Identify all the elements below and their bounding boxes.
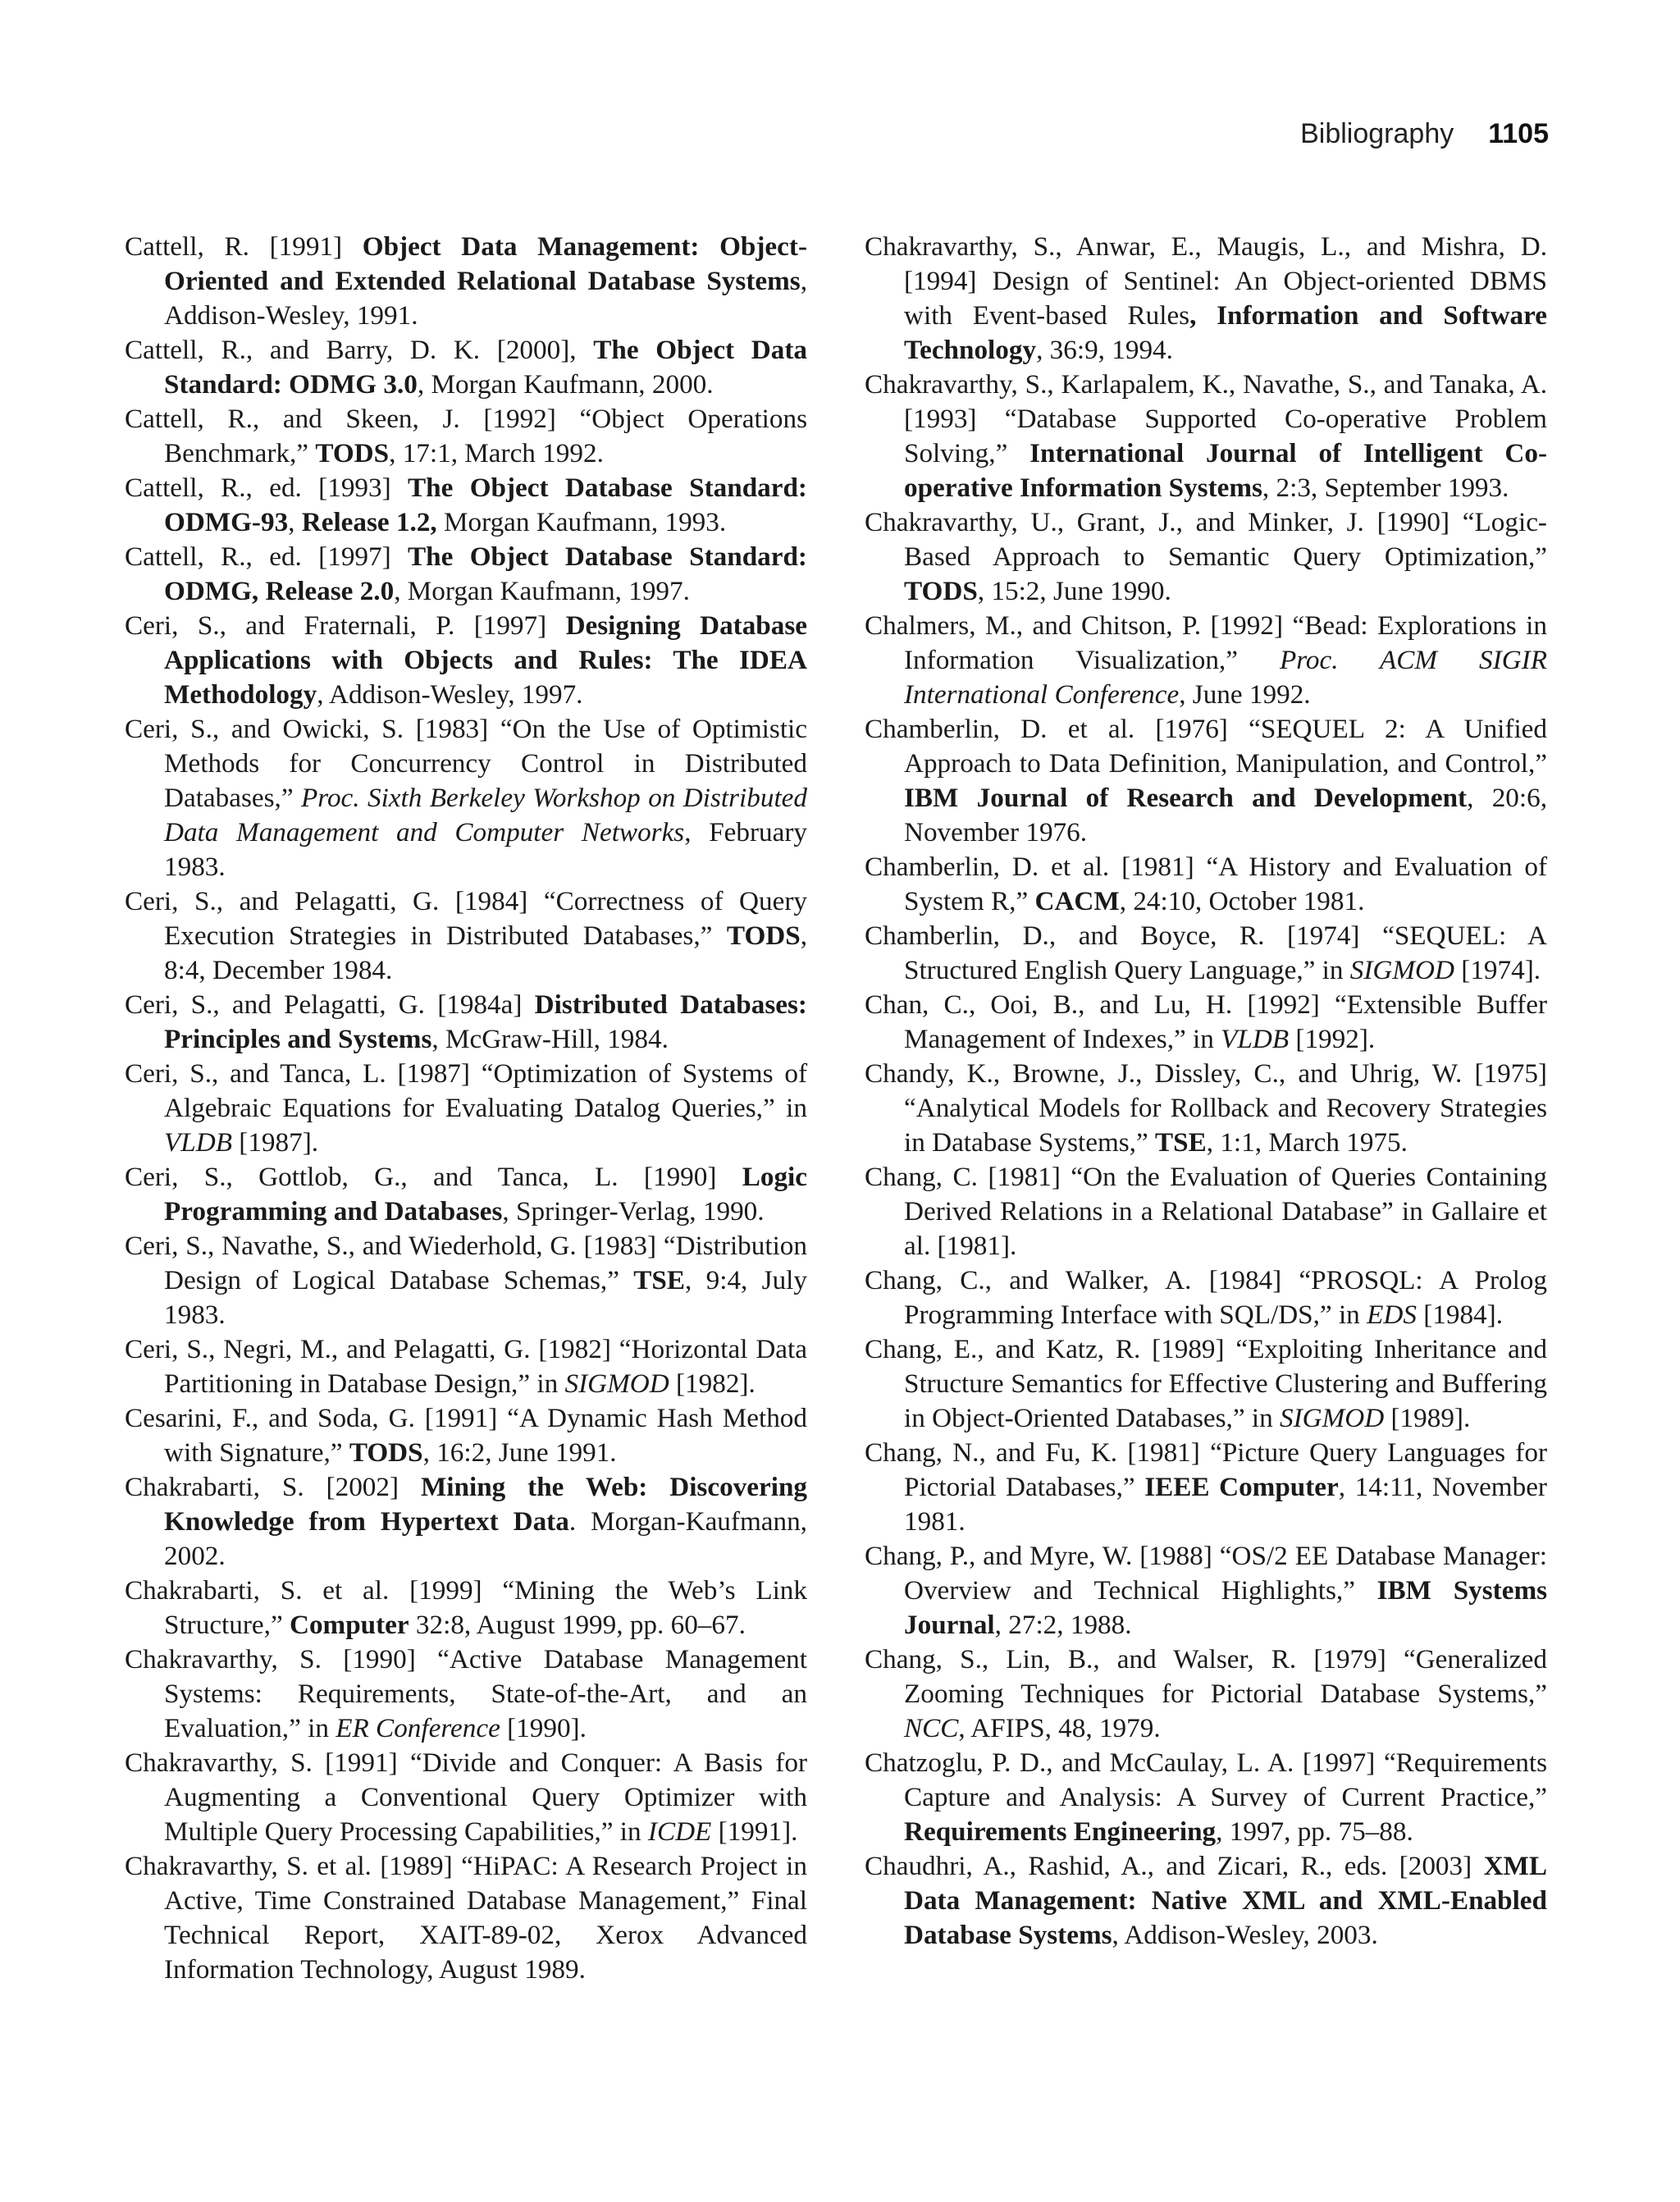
entry-text: Cattell, R., ed. [1993] <box>125 473 409 503</box>
entry-title-bold: TODS <box>349 1437 423 1468</box>
entry-venue-italic: SIGMOD <box>564 1368 669 1399</box>
entry-text: Ceri, S., and Tanca, L. [1987] “Optimization of Systems of Algebraic Equations for Evaluating Datalog Queries,” in <box>125 1058 807 1123</box>
bibliography-entry <box>125 1746 807 1849</box>
entry-text: Chakravarthy, S. et al. [1989] “HiPAC: A Research Project in Active, Time Constrained Database Management,” Final Technical Report, XAIT-89-02, Xerox Advanced Information Technology, August 1989. <box>125 1851 807 1985</box>
entry-venue-italic: ICDE <box>647 1816 712 1847</box>
entry-text: , 9:4, July 1983. <box>164 1265 807 1330</box>
entry-text: [1987]. <box>231 1127 319 1158</box>
entry-text: , 20:6, November 1976. <box>904 783 1547 847</box>
running-head-title: Bibliography <box>1300 118 1454 149</box>
entry-venue-italic: ER Conference <box>336 1713 500 1743</box>
bibliography-entry <box>125 1470 807 1574</box>
bibliography-entry <box>865 230 1547 368</box>
bibliography-entry <box>865 1160 1547 1263</box>
bibliography-entry <box>125 884 807 988</box>
entry-text: [1990]. <box>500 1713 587 1743</box>
entry-text: Chakravarthy, S., Anwar, E., Maugis, L., and Mishra, D. [1994] Design of Sentinel: An Object-oriented DBMS with Event-based Rules <box>865 231 1547 331</box>
bibliography-entry <box>865 1539 1547 1642</box>
entry-text: Chamberlin, D., and Boyce, R. [1974] “SEQUEL: A Structured English Query Language,” in <box>865 921 1547 985</box>
entry-text: , 1997, pp. 75–88. <box>1216 1816 1413 1847</box>
entry-text: Cattell, R., and Barry, D. K. [2000], <box>125 335 594 365</box>
bibliography-entry <box>125 1401 807 1470</box>
bibliography-entry <box>125 1332 807 1401</box>
bibliography-entry <box>865 1057 1547 1160</box>
entry-text: , McGraw-Hill, 1984. <box>431 1024 669 1054</box>
bibliography-entry <box>125 1057 807 1160</box>
entry-text: , Morgan Kaufmann, 1997. <box>394 576 690 606</box>
bibliography-entry <box>125 712 807 884</box>
entry-text: Ceri, S., and Owicki, S. [1983] “On the Use of Optimistic Methods for Concurrency Control in Distributed Databases,” <box>125 714 807 813</box>
bibliography-entry <box>125 402 807 471</box>
entry-text: Chakravarthy, S., Karlapalem, K., Navathe, S., and Tanaka, A. [1993] “Database Supported Co-operative Problem Solving,” <box>865 369 1547 468</box>
entry-title-bold: Distributed Databases: Principles and Systems <box>164 989 807 1054</box>
entry-title-bold: Computer <box>289 1610 409 1640</box>
entry-text: Chalmers, M., and Chitson, P. [1992] “Bead: Explorations in Information Visualization,” <box>865 610 1547 675</box>
bibliography-entry <box>125 988 807 1057</box>
bibliography-entry <box>125 540 807 609</box>
entry-text: Ceri, S., and Pelagatti, G. [1984a] <box>125 989 535 1020</box>
entry-title-bold: , Information and Software Technology <box>904 300 1547 365</box>
entry-text: Morgan Kaufmann, 1993. <box>436 507 727 537</box>
entry-title-bold: TSE <box>1155 1127 1207 1158</box>
entry-text: Chang, S., Lin, B., and Walser, R. [1979] “Generalized Zooming Techniques for Pictorial Database Systems,” <box>865 1644 1547 1709</box>
entry-text: Chandy, K., Browne, J., Dissley, C., and Uhrig, W. [1975] “Analytical Models for Rollback and Recovery Strategies in Database Systems,” <box>865 1058 1547 1158</box>
bibliography-entry <box>865 609 1547 712</box>
entry-text: , Addison-Wesley, 2003. <box>1112 1920 1378 1950</box>
entry-venue-italic: SIGMOD <box>1349 955 1454 985</box>
bibliography-entry <box>125 609 807 712</box>
entry-text: , June 1992. <box>1179 679 1311 710</box>
entry-text: Chang, C., and Walker, A. [1984] “PROSQL: A Prolog Programming Interface with SQL/DS,” in <box>865 1265 1547 1330</box>
entry-venue-italic: VLDB <box>1221 1024 1290 1054</box>
entry-text: . Morgan-Kaufmann, 2002. <box>164 1506 807 1571</box>
entry-text: Ceri, S., Navathe, S., and Wiederhold, G. [1983] “Distribution Design of Logical Database Schemas,” <box>125 1231 807 1295</box>
entry-text: Chamberlin, D. et al. [1981] “A History and Evaluation of System R,” <box>865 852 1547 916</box>
bibliography-entry <box>865 1746 1547 1849</box>
entry-text: [1989]. <box>1384 1403 1471 1433</box>
entry-text: Chakrabarti, S. et al. [1999] “Mining the Web’s Link Structure,” <box>125 1575 807 1640</box>
entry-text: , 14:11, November 1981. <box>904 1472 1547 1537</box>
bibliography-entry <box>865 1263 1547 1332</box>
entry-text: Cesarini, F., and Soda, G. [1991] “A Dynamic Hash Method with Signature,” <box>125 1403 807 1468</box>
entry-text: Ceri, S., Negri, M., and Pelagatti, G. [1982] “Horizontal Data Partitioning in Database Design,” in <box>125 1334 807 1399</box>
entry-text: Ceri, S., and Pelagatti, G. [1984] “Correctness of Query Execution Strategies in Distributed Databases,” <box>125 886 807 951</box>
entry-text: [1982]. <box>669 1368 756 1399</box>
entry-title-bold: IBM Journal of Research and Development <box>904 783 1468 813</box>
entry-text: , February 1983. <box>164 817 808 882</box>
entry-text: , 8:4, December 1984. <box>164 921 807 985</box>
entry-text: , Springer-Verlag, 1990. <box>502 1196 765 1227</box>
entry-text: , 36:9, 1994. <box>1036 335 1173 365</box>
entry-text: [1984]. <box>1416 1300 1503 1330</box>
entry-title-bold: Designing Database Applications with Objects and Rules: The IDEA Methodology <box>164 610 808 710</box>
entry-text: Chang, C. [1981] “On the Evaluation of Queries Containing Derived Relations in a Relational Database” in Gallaire et al. [1981]. <box>865 1162 1547 1261</box>
entry-text: Chamberlin, D. et al. [1976] “SEQUEL 2: A Unified Approach to Data Definition, Manipulation, and Control,” <box>865 714 1547 779</box>
entry-text: , Morgan Kaufmann, 2000. <box>417 369 714 400</box>
page-number: 1105 <box>1488 118 1549 149</box>
entry-title-bold: TODS <box>315 438 390 468</box>
bibliography-entry <box>865 1849 1547 1953</box>
entry-text: Cattell, R. [1991] <box>125 231 363 262</box>
entry-title-bold: International Journal of Intelligent Co-operative Information Systems <box>904 438 1547 503</box>
entry-title-bold: Mining the Web: Discovering Knowledge from Hypertext Data <box>164 1472 808 1537</box>
entry-text: Chaudhri, A., Rashid, A., and Zicari, R., eds. [2003] <box>865 1851 1484 1881</box>
entry-text: Chakrabarti, S. [2002] <box>125 1472 421 1502</box>
entry-text: [1991]. <box>711 1816 798 1847</box>
bibliography-entry <box>125 333 807 402</box>
entry-text: Chatzoglu, P. D., and McCaulay, L. A. [1997] “Requirements Capture and Analysis: A Survey of Current Practice,” <box>865 1747 1547 1812</box>
bibliography-entry <box>125 1160 807 1229</box>
bibliography-entry <box>865 919 1547 988</box>
entry-venue-italic: Proc. ACM SIGIR International Conference <box>904 645 1547 710</box>
entry-text: , 16:2, June 1991. <box>422 1437 617 1468</box>
bibliography-entry <box>125 1229 807 1332</box>
entry-title-bold: Release 1.2, <box>301 507 437 537</box>
bibliography-entry <box>865 505 1547 609</box>
bibliography-entry <box>865 368 1547 505</box>
entry-title-bold: TSE <box>633 1265 686 1295</box>
entry-text: , 24:10, October 1981. <box>1119 886 1365 916</box>
entry-title-bold: Logic Programming and Databases <box>164 1162 807 1227</box>
bibliography-entry <box>125 471 807 540</box>
entry-text: Chang, N., and Fu, K. [1981] “Picture Query Languages for Pictorial Databases,” <box>865 1437 1547 1502</box>
bibliography-entry <box>125 1849 807 1987</box>
bibliography-entry <box>125 230 807 333</box>
bibliography-column-left <box>125 230 807 1987</box>
entry-title-bold: XML Data Management: Native XML and XML-Enabled Database Systems <box>904 1851 1547 1950</box>
entry-text: , Addison-Wesley, 1997. <box>317 679 583 710</box>
entry-text: Chang, P., and Myre, W. [1988] “OS/2 EE Database Manager: Overview and Technical Highlights,” <box>865 1541 1547 1606</box>
entry-text: Cattell, R., ed. [1997] <box>125 541 409 572</box>
entry-text: 32:8, August 1999, pp. 60–67. <box>409 1610 746 1640</box>
entry-text: Chakravarthy, U., Grant, J., and Minker, J. [1990] “Logic-Based Approach to Semantic Query Optimization,” <box>865 507 1547 572</box>
entry-title-bold: TODS <box>904 576 978 606</box>
entry-title-bold: IEEE Computer <box>1144 1472 1339 1502</box>
bibliography-entry <box>125 1642 807 1746</box>
entry-text: [1974]. <box>1454 955 1541 985</box>
entry-text: , 15:2, June 1990. <box>977 576 1171 606</box>
bibliography-entry <box>865 712 1547 850</box>
entry-title-bold: Object Data Management: Object-Oriented and Extended Relational Database Systems <box>164 231 807 296</box>
running-head <box>1300 118 1549 150</box>
entry-venue-italic: SIGMOD <box>1280 1403 1385 1433</box>
entry-text: , 2:3, September 1993. <box>1262 473 1509 503</box>
bibliography-entry <box>865 850 1547 919</box>
entry-text: , 17:1, March 1992. <box>389 438 604 468</box>
entry-text: Chang, E., and Katz, R. [1989] “Exploiting Inheritance and Structure Semantics for Effective Clustering and Buffering in Object-Oriented Databases,” in <box>865 1334 1547 1433</box>
entry-text: [1992]. <box>1289 1024 1376 1054</box>
entry-venue-italic: NCC <box>904 1713 959 1743</box>
entry-title-bold: TODS <box>726 921 801 951</box>
entry-title-bold: Requirements Engineering <box>904 1816 1217 1847</box>
entry-text: Ceri, S., and Fraternali, P. [1997] <box>125 610 566 641</box>
entry-venue-italic: Proc. Sixth Berkeley Workshop on Distributed Data Management and Computer Networks <box>164 783 807 847</box>
entry-text: , Addison-Wesley, 1991. <box>164 266 807 331</box>
entry-title-bold: IBM Systems Journal <box>904 1575 1548 1640</box>
entry-text: Chakravarthy, S. [1991] “Divide and Conquer: A Basis for Augmenting a Conventional Query Optimizer with Multiple Query Processing Capabilities,” in <box>125 1747 807 1847</box>
bibliography-entry <box>865 988 1547 1057</box>
bibliography-entry <box>865 1436 1547 1539</box>
entry-text: , AFIPS, 48, 1979. <box>958 1713 1161 1743</box>
entry-text: Chan, C., Ooi, B., and Lu, H. [1992] “Extensible Buffer Management of Indexes,” in <box>865 989 1547 1054</box>
bibliography-entry <box>865 1332 1547 1436</box>
entry-text: Cattell, R., and Skeen, J. [1992] “Object Operations Benchmark,” <box>125 404 807 468</box>
bibliography-column-right <box>865 230 1547 1953</box>
bibliography-entry <box>865 1642 1547 1746</box>
entry-text: , 27:2, 1988. <box>994 1610 1132 1640</box>
entry-venue-italic: EDS <box>1367 1300 1417 1330</box>
entry-title-bold: The Object Database Standard: ODMG-93 <box>164 473 807 537</box>
bibliography-entry <box>125 1574 807 1642</box>
entry-venue-italic: VLDB <box>164 1127 232 1158</box>
entry-text: Ceri, S., Gottlob, G., and Tanca, L. [1990] <box>125 1162 742 1192</box>
entry-text: , 1:1, March 1975. <box>1206 1127 1408 1158</box>
entry-title-bold: The Object Data Standard: ODMG 3.0 <box>164 335 807 400</box>
entry-text: Chakravarthy, S. [1990] “Active Database Management Systems: Requirements, State-of-the-Art, and an Evaluation,” in <box>125 1644 807 1743</box>
entry-text: , <box>288 507 302 537</box>
entry-title-bold: CACM <box>1034 886 1120 916</box>
entry-title-bold: The Object Database Standard: ODMG, Release 2.0 <box>164 541 807 606</box>
